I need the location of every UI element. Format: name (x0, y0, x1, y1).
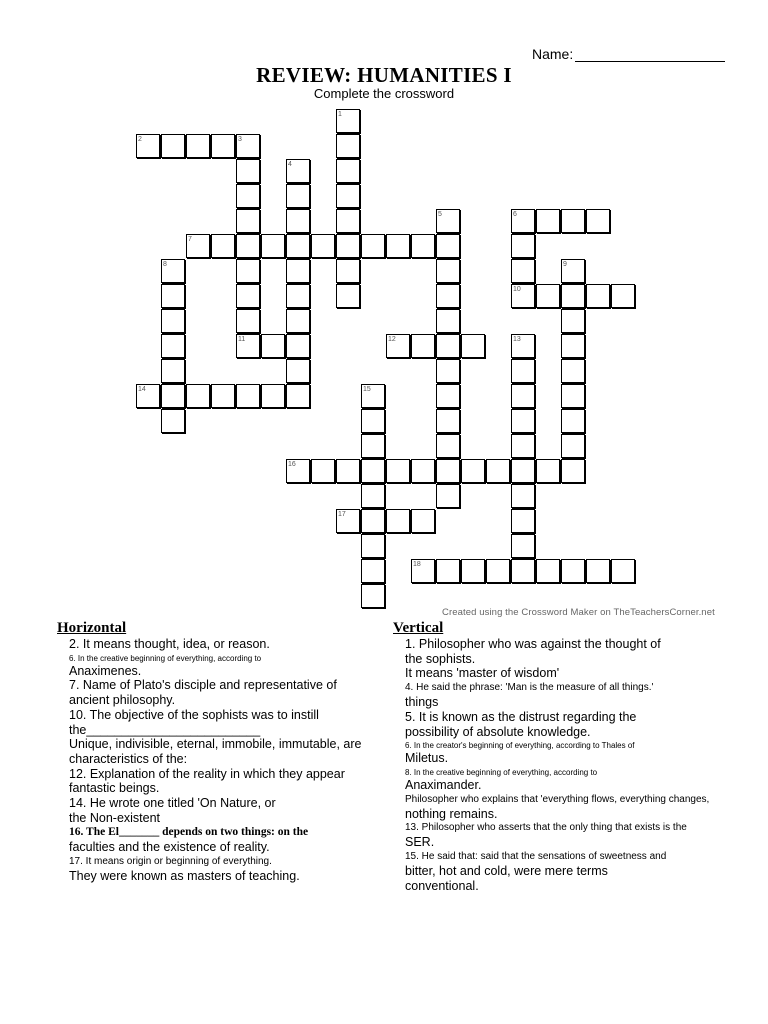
crossword-cell (236, 184, 260, 208)
crossword-cell (236, 234, 260, 258)
horizontal-clues (57, 619, 362, 883)
clue-number: 3 (238, 136, 242, 143)
crossword-cell (286, 259, 310, 283)
clue-v-15-end: conventional. (405, 878, 479, 893)
clue-v-15: 15. He said that: said that the sensations of sweetness and (405, 851, 667, 863)
crossword-cell (286, 209, 310, 233)
clue-number: 2 (138, 136, 142, 143)
name-label: Name: (532, 46, 574, 62)
crossword-cell (186, 134, 210, 158)
crossword-cell (511, 384, 535, 408)
crossword-cell (361, 234, 385, 258)
clue-number: 11 (238, 336, 246, 343)
crossword-cell (436, 359, 460, 383)
clue-h-16: 16. The El_______ depends on two things: on the (69, 826, 309, 839)
crossword-cell (336, 159, 360, 183)
crossword-cell (411, 509, 435, 533)
crossword-cell (236, 384, 260, 408)
crossword-cell (336, 459, 360, 483)
clue-v-13-cont: SER. (405, 835, 435, 850)
clue-v-1-cont: the sophists. (405, 651, 476, 666)
crossword-cell (436, 409, 460, 433)
clue-v-5-cont: possibility of absolute knowledge. (405, 724, 591, 739)
crossword-cell (361, 409, 385, 433)
crossword-cell (436, 259, 460, 283)
crossword-cell (161, 309, 185, 333)
crossword-cell (311, 459, 335, 483)
clue-number: 15 (363, 386, 371, 393)
crossword-cell (436, 309, 460, 333)
crossword-cell (436, 234, 460, 258)
crossword-cell (511, 434, 535, 458)
crossword-cell (511, 459, 535, 483)
clue-h-16-cont: faculties and the existence of reality. (69, 839, 270, 854)
clue-h-10-blank: the_________________________ (69, 722, 261, 737)
crossword-cell (511, 359, 535, 383)
crossword-cell (261, 334, 285, 358)
clue-number: 6 (513, 211, 517, 218)
clue-v-4-cont: things (405, 695, 439, 710)
horizontal-heading: Horizontal (57, 620, 127, 636)
crossword-cell (161, 409, 185, 433)
crossword-cell (611, 559, 635, 583)
clue-v-15-cont: bitter, hot and cold, were mere terms (405, 864, 608, 879)
crossword-cell (161, 284, 185, 308)
crossword-cell (436, 559, 460, 583)
clue-h-7-cont: ancient philosophy. (69, 693, 176, 708)
clue-h-6: 6. In the creative beginning of everything, according to (69, 653, 262, 663)
crossword-cell (286, 384, 310, 408)
crossword-cell (361, 584, 385, 608)
crossword-cell (361, 434, 385, 458)
clue-v-3: It means 'master of wisdom' (405, 666, 560, 681)
crossword-cell (561, 334, 585, 358)
crossword-cell (161, 334, 185, 358)
clue-v-9-cont: nothing remains. (405, 806, 498, 821)
crossword-cell (411, 334, 435, 358)
clue-h-7: 7. Name of Plato's disciple and representative of (69, 678, 337, 693)
crossword-cell (236, 284, 260, 308)
crossword-cell (561, 209, 585, 233)
clue-number: 4 (288, 161, 292, 168)
clue-h-11-cont: characteristics of the: (69, 751, 188, 766)
crossword-cell (511, 234, 535, 258)
crossword-cell (261, 384, 285, 408)
clue-h-12-cont: fantastic beings. (69, 781, 160, 796)
clue-number: 7 (188, 236, 192, 243)
crossword-cell (161, 134, 185, 158)
crossword-cell (561, 359, 585, 383)
clue-number: 14 (138, 386, 146, 393)
crossword-cell (536, 459, 560, 483)
crossword-cell (411, 234, 435, 258)
crossword-cell (386, 509, 410, 533)
clue-number: 18 (413, 561, 421, 568)
crossword-cell (286, 184, 310, 208)
clue-v-8-cont: Anaximander. (405, 777, 482, 792)
crossword-cell (561, 559, 585, 583)
crossword-cell (336, 209, 360, 233)
crossword-cell (236, 309, 260, 333)
crossword-cell (361, 484, 385, 508)
crossword-cell (511, 534, 535, 558)
crossword-cell (311, 234, 335, 258)
crossword-cell (336, 284, 360, 308)
crossword-cell (261, 234, 285, 258)
crossword-cell (336, 234, 360, 258)
crossword-cell (611, 284, 635, 308)
crossword-cell (511, 509, 535, 533)
vertical-heading: Vertical (393, 620, 444, 636)
crossword-cell (561, 384, 585, 408)
crossword-cell (586, 559, 610, 583)
crossword-cell (436, 334, 460, 358)
crossword-cell (461, 559, 485, 583)
crossword-cell (536, 559, 560, 583)
clue-number: 16 (288, 461, 296, 468)
crossword-cell (211, 234, 235, 258)
crossword-cell (511, 484, 535, 508)
crossword-cell (511, 559, 535, 583)
crossword-cell (511, 409, 535, 433)
clue-h-12: 12. Explanation of the reality in which they appear (69, 766, 345, 781)
crossword-cell (286, 309, 310, 333)
crossword-cell (336, 259, 360, 283)
clue-h-18: They were known as masters of teaching. (69, 868, 300, 883)
crossword-cell (286, 284, 310, 308)
crossword-cell (561, 409, 585, 433)
crossword-cell (561, 284, 585, 308)
crossword-cell (561, 434, 585, 458)
crossword-cell (461, 334, 485, 358)
crossword-cell (236, 159, 260, 183)
crossword-cell (386, 459, 410, 483)
clue-number: 1 (338, 111, 342, 118)
clue-h-14: 14. He wrote one titled 'On Nature, or (69, 796, 276, 811)
crossword-cell (236, 209, 260, 233)
clue-number: 10 (513, 286, 521, 293)
crossword-cell (186, 384, 210, 408)
crossword-cell (211, 384, 235, 408)
vertical-clues (393, 619, 709, 893)
clue-v-6: 6. In the creator's beginning of everything, according to Thales of (405, 741, 635, 751)
crossword-cell (436, 434, 460, 458)
clue-number: 8 (163, 261, 167, 268)
crossword-cell (286, 334, 310, 358)
clue-v-9: Philosopher who explains that 'everything flows, everything changes, (405, 793, 710, 805)
crossword-cell (461, 459, 485, 483)
crossword-cell (436, 484, 460, 508)
crossword-cell (361, 509, 385, 533)
crossword-cell (236, 259, 260, 283)
crossword-cell (586, 209, 610, 233)
crossword-cell (436, 459, 460, 483)
crossword-cell (161, 359, 185, 383)
clue-h-10: 10. The objective of the sophists was to instill (69, 707, 319, 722)
clue-number: 5 (438, 211, 442, 218)
crossword-cell (436, 284, 460, 308)
clue-number: 12 (388, 336, 396, 343)
clue-v-5: 5. It is known as the distrust regarding the (405, 709, 637, 724)
crossword-cell (336, 184, 360, 208)
clue-h-17: 17. It means origin or beginning of everything. (69, 855, 272, 867)
crossword-cell (161, 384, 185, 408)
crossword-cell (511, 259, 535, 283)
clue-v-4: 4. He said the phrase: 'Man is the measure of all things.' (405, 682, 654, 694)
clue-v-13: 13. Philosopher who asserts that the only thing that exists is the (405, 822, 687, 834)
clue-h-2: 2. It means thought, idea, or reason. (69, 637, 270, 651)
clue-v-1: 1. Philosopher who was against the thought of (405, 637, 661, 651)
clue-number: 13 (513, 336, 521, 343)
crossword-cell (361, 559, 385, 583)
crossword-cell (486, 459, 510, 483)
page-title: REVIEW: HUMANITIES I (256, 63, 512, 87)
clue-h-11: Unique, indivisible, eternal, immobile, immutable, are (69, 737, 362, 752)
crossword-cell (436, 384, 460, 408)
crossword-cell (536, 284, 560, 308)
page-subtitle: Complete the crossword (313, 86, 455, 101)
crossword-cell (586, 284, 610, 308)
crossword-cell (286, 359, 310, 383)
crossword-cell (336, 134, 360, 158)
clue-v-8: 8. In the creative beginning of everything, according to (405, 767, 598, 777)
crossword-cell (561, 459, 585, 483)
crossword-cell (211, 134, 235, 158)
clue-h-14-cont: the Non-existent (69, 810, 161, 825)
crossword-cell (411, 459, 435, 483)
crossword-cell (536, 209, 560, 233)
crossword-cell (561, 309, 585, 333)
clue-number: 9 (563, 261, 567, 268)
crossword-cell (361, 459, 385, 483)
crossword-credit: Created using the Crossword Maker on TheTeachersCorner.net (442, 607, 715, 618)
clue-v-6-cont: Miletus. (405, 751, 449, 766)
crossword-cell (361, 534, 385, 558)
crossword-cell (386, 234, 410, 258)
crossword-cell (486, 559, 510, 583)
clue-h-6-cont: Anaximenes. (69, 663, 142, 678)
clue-number: 17 (338, 511, 346, 518)
crossword-cell (286, 234, 310, 258)
